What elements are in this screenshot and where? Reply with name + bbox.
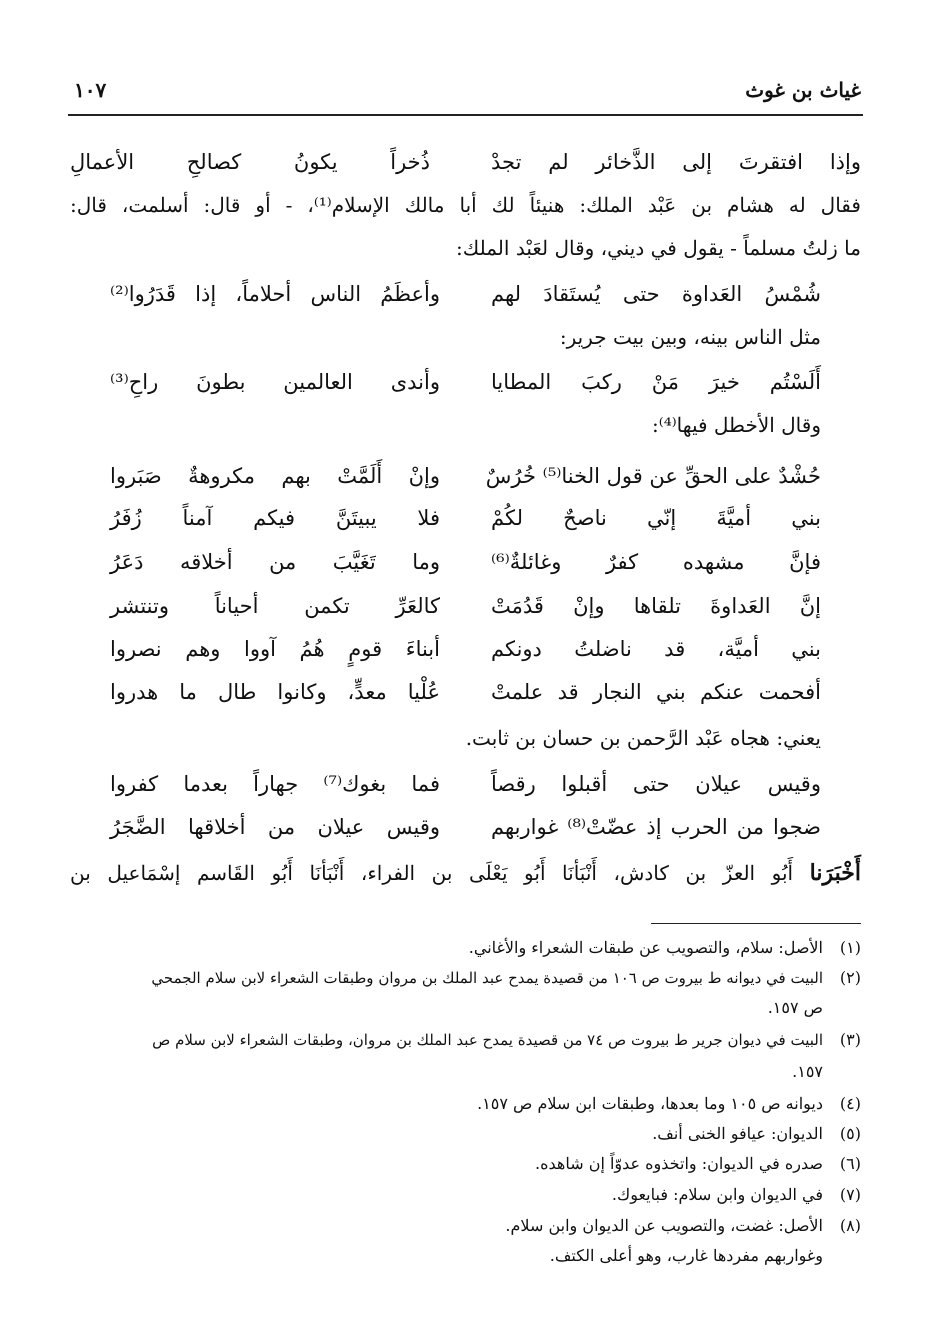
verse-first-hemistich: إنَّ العَداوةَ تلقاها وإنْ قَدُمَتْ	[491, 594, 821, 618]
footnote-number: (٧)	[839, 1185, 861, 1204]
footnote-number: (١)	[839, 938, 861, 957]
verse-second-hemistich: فما بغوك⁽⁷⁾ جهاراً بعدما كفروا	[110, 772, 440, 796]
footnote-text: الأصل: سلام، والتصويب عن طبقات الشعراء والأغاني.	[468, 938, 823, 957]
footnote	[70, 1094, 861, 1113]
verse-line	[70, 815, 861, 849]
verse-line	[70, 550, 861, 584]
running-header	[68, 70, 863, 114]
footnote-text: البيت في ديوان جرير ط بيروت ص ٧٤ من قصيدة يمدح عبد الملك بن مروان، وطبقات الشعراء لابن سلام ص	[152, 1031, 823, 1049]
footnote-continuation: ص ١٥٧.	[767, 998, 823, 1017]
verse-first-hemistich: بني أميَّة، قد ناضلتُ دونكم	[491, 637, 821, 661]
footnote-number: (٣)	[839, 1030, 861, 1049]
footnote	[70, 1216, 861, 1235]
verse-first-hemistich: شُمْسُ العَداوة حتى يُستَقادَ لهم	[491, 282, 821, 306]
footnote-text: البيت في ديوانه ط بيروت ص ١٠٦ من قصيدة يمدح عبد الملك بن مروان وطبقات الشعراء لابن سلام الجمحي	[151, 969, 823, 987]
prose-line: مثل الناس بينه، وبين بيت جرير:	[559, 325, 821, 349]
verse-second-hemistich: فلا يبيتَنَّ فيكم آمناً زُفَرُ	[110, 506, 440, 530]
verse-line	[70, 594, 861, 628]
verse-first-hemistich: فإنَّ مشهده كفرٌ وغائلةٌ⁽⁶⁾	[491, 550, 821, 574]
prose-line: ما زلتُ مسلماً - يقول في ديني، وقال لعَبْد الملك:	[456, 236, 861, 260]
verse-first-hemistich: وقيس عيلان حتى أقبلوا رقصاً	[491, 772, 821, 796]
isnad-text: أَبُو العزّ بن كادش، أَنْبَأنَا أَبُو يَعْلَى بن الفراء، أَنْبَأنَا أَبُو القَاسم إسْمَاعيل بن	[70, 861, 794, 885]
footnote	[70, 1030, 861, 1049]
verse-first-hemistich: حُشْدٌ على الحقِّ عن قول الخنا⁽⁵⁾ خُرُسٌ	[485, 464, 821, 488]
footnote	[70, 1185, 861, 1204]
footnote-continuation: ١٥٧.	[792, 1062, 823, 1081]
footnote	[70, 1154, 861, 1173]
verse-second-hemistich: وأندى العالمين بطونَ راحِ⁽³⁾	[110, 370, 440, 394]
verse-second-hemistich: أبناءَ قومٍ هُمُ آووا وهم نصروا	[110, 637, 440, 661]
header-rule	[68, 114, 863, 116]
footnote	[70, 1124, 861, 1143]
verse-first-hemistich: أفحمت عنكم بني النجار قد علمتْ	[491, 680, 821, 704]
footnote-number: (٢)	[839, 968, 861, 987]
footnote-text: الديوان: عيافو الخنى أنف.	[652, 1124, 823, 1143]
verse-line	[70, 370, 861, 404]
verse-line	[70, 637, 861, 671]
running-title: غياث بن غوث	[745, 78, 861, 102]
verse-first-hemistich: أَلَسْتُم خيرَ مَنْ ركبَ المطايا	[491, 370, 821, 394]
verse-line	[70, 680, 861, 714]
footnote	[70, 938, 861, 957]
footnote-rule	[651, 923, 861, 924]
verse-second-hemistich: وقيس عيلان من أخلاقها الضَّجَرُ	[110, 815, 440, 839]
verse-line	[70, 150, 861, 184]
footnote-text: صدره في الديوان: واتخذوه عدوّاً إن شاهده.	[535, 1154, 823, 1173]
footnote-number: (٨)	[839, 1216, 861, 1235]
verse-first-hemistich: بني أميَّةَ إنّي ناصحٌ لكُمْ	[491, 506, 821, 530]
verse-first-hemistich: وإذا افتقرتَ إلى الذَّخائر لم تجدْ	[491, 150, 861, 174]
verse-line	[70, 282, 861, 316]
verse-second-hemistich: وإنْ أَلَمَّتْ بهم مكروهةٌ صَبَروا	[110, 464, 440, 488]
isnad-lead: أَخْبَرَنا	[809, 860, 861, 886]
prose-line: يعني: هجاه عَبْد الرَّحمن بن حسان بن ثابت.	[465, 726, 821, 750]
footnote-number: (٦)	[839, 1154, 861, 1173]
footnote-text: ديوانه ص ١٠٥ وما بعدها، وطبقات ابن سلام ص ١٥٧.	[477, 1094, 823, 1113]
prose-line: وقال الأخطل فيها⁽⁴⁾:	[652, 413, 821, 437]
verse-line	[70, 772, 861, 806]
verse-second-hemistich: ذُخراً يكونُ كصالحِ الأعمالِ	[70, 150, 430, 174]
footnote-text: الأصل: غضت، والتصويب عن الديوان وابن سلام.	[505, 1216, 823, 1235]
footnote-text: في الديوان وابن سلام: فبايعوك.	[611, 1185, 823, 1204]
verse-second-hemistich: وما تَغَيَّبَ من أخلاقه دَعَرُ	[110, 550, 440, 574]
footnote-number: (٥)	[839, 1124, 861, 1143]
page-number: ١٠٧	[74, 78, 107, 102]
verse-line	[70, 464, 861, 498]
footnote	[70, 968, 861, 987]
footnote-continuation: وغواربهم مفردها غارب، وهو أعلى الكتف.	[549, 1246, 823, 1265]
verse-second-hemistich: عُلْيا معدٍّ، وكانوا طال ما هدروا	[110, 680, 440, 704]
verse-second-hemistich: كالعَرِّ تكمن أحياناً وتنتشر	[110, 594, 440, 618]
footnote-number: (٤)	[839, 1094, 861, 1113]
prose-line: فقال له هشام بن عَبْد الملك: هنيئاً لك أبا مالك الإسلام⁽¹⁾، - أو قال: أسلمت، قال:	[70, 193, 861, 217]
isnad-line	[70, 860, 861, 886]
verse-first-hemistich: ضجوا من الحرب إذ عضّتْ⁽⁸⁾ غواربهم	[491, 815, 822, 839]
verse-line	[70, 506, 861, 540]
verse-second-hemistich: وأعظَمُ الناس أحلاماً، إذا قَدَرُوا⁽²⁾	[110, 282, 440, 306]
